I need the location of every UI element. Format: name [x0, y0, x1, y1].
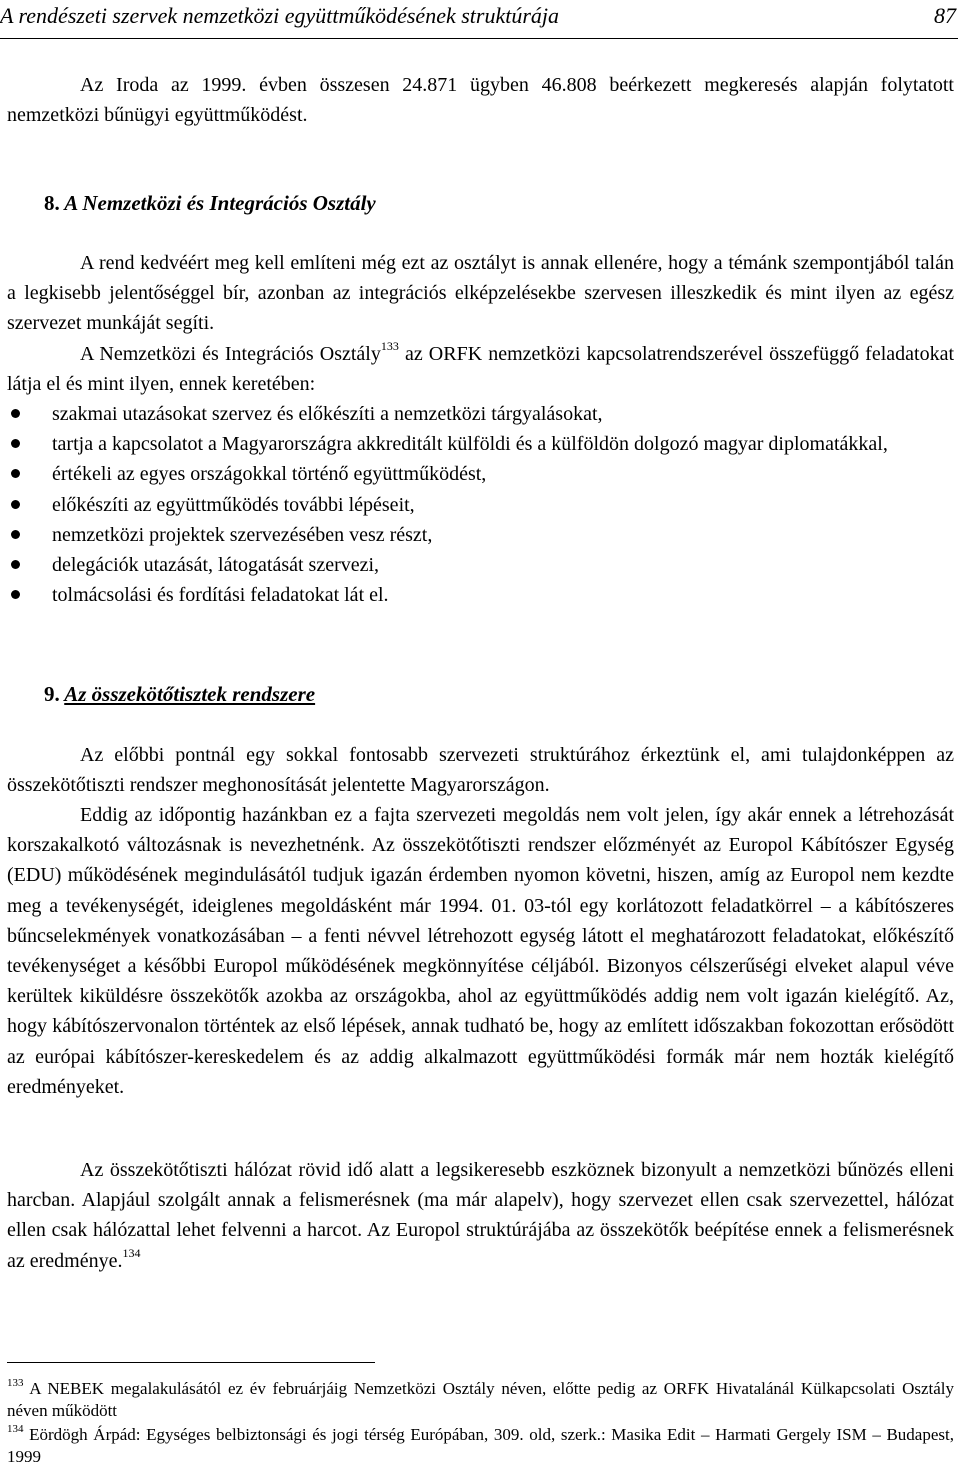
bullet-item: előkészíti az együttműködés további lépéseit,	[7, 490, 954, 520]
section-9-heading	[44, 679, 315, 709]
footnote-text: Eördögh Árpád: Egységes belbiztonsági és jogi térség Európában, 309. old, szerk.: Masika Edit – Harmati Gergely ISM – Budapest, 1999	[7, 1425, 954, 1466]
bullet-dot-icon	[11, 439, 20, 448]
intro-paragraph: Az Iroda az 1999. évben összesen 24.871 ügyben 46.808 beérkezett megkeresés alapján folytatott nemzetközi bűnügyi együttműködést.	[7, 74, 954, 127]
bullet-dot-icon	[11, 500, 20, 509]
bullet-dot-icon	[11, 560, 20, 569]
section-8-paragraph-2-lead: A Nemzetközi és Integrációs Osztály	[80, 343, 381, 365]
section-9-paragraph-3	[7, 1155, 954, 1276]
footnote-number: 133	[7, 1377, 24, 1389]
section-9-paragraph-1: Az előbbi pontnál egy sokkal fontosabb szervezeti struktúrához érkeztünk el, ami tulajdonképpen az összekötőtiszti rendszer meghonosítását jelentette Magyarországon.	[7, 744, 954, 797]
bullet-item: szakmai utazásokat szervez és előkészíti a nemzetközi tárgyalásokat,	[7, 399, 954, 429]
bullet-dot-icon	[11, 530, 20, 539]
bullet-item: delegációk utazását, látogatását szervezi,	[7, 550, 954, 580]
footnote-133	[7, 1378, 954, 1421]
footnote-number: 134	[7, 1423, 24, 1435]
footnote-ref-134[interactable]: 134	[122, 1245, 141, 1260]
page-number: 87	[934, 3, 956, 28]
section-9-paragraph-3-text: Az összekötőtiszti hálózat rövid idő alatt a legsikeresebb eszköznek bizonyult a nemzetközi bűnözés elleni harcban. Alapjául szolgált annak a felismerésnek (ma már alapelv), hogy szervezet ellen csak szervezettel, hálózat ellen csak hálózattal lehet felvenni a harcot. Az Europol struktúrájába az összekötők beépítése ennek a felismerésnek az eredménye.	[7, 1159, 954, 1272]
footnote-text: A NEBEK megalakulásától ez év februárjáig Nemzetközi Osztály néven, előtte pedig az ORFK Hivatalánál Külkapcsolati Osztály néven működött	[7, 1379, 954, 1420]
running-header	[0, 0, 956, 30]
section-9-title: Az összekötőtisztek rendszere	[64, 682, 316, 706]
header-rule	[0, 38, 958, 39]
footnote-134	[7, 1424, 954, 1467]
section-9-paragraph-2: Eddig az időpontig hazánkban ez a fajta szervezeti megoldás nem volt jelen, így akár ennek a létrehozását korszakalkotó változásnak is nevezhetnénk. Az összekötőtiszti rendszer előzményét az Europol Kábítószer Egység (EDU) működésének megindulásától tudjuk igazán érdemben nyomon követni, hiszen, amíg az Europol nem kezdte meg a tevékenységét, ideiglenes megoldásként már 1994. 01. 03-tól egy korlátozott feladatkörrel – a kábítószeres bűncselekmények vonatkozásában – a fenti névvel létrehozott egység látott el meghatározott feladatokat, előkészítő tevékenységet a későbbi Europol működésének megkönnyítése céljából. Bizonyos célszerűségi elveket alapul véve kerültek kiküldésre összekötők azokba az országokba, ahol az együttműködés addig nem volt igazán kielégítő. Az, hogy kábítószervonalon történtek az első lépések, annak tudható be, hogy az említett időszakban fokozottan erősödött az európai kábítószer-kereskedelem és az addig alkalmazott együttműködési formák már nem hozták kielégítő eredményeket.	[7, 804, 954, 1098]
bullet-item: tartja a kapcsolatot a Magyarországra akkreditált külföldi és a külföldön dolgozó magyar diplomatákkal,	[7, 429, 954, 459]
section-8-paragraph-2	[7, 339, 954, 399]
bullet-dot-icon	[11, 469, 20, 478]
section-8-title: A Nemzetközi és Integrációs Osztály	[64, 191, 376, 215]
bullet-dot-icon	[11, 590, 20, 599]
footnote-separator	[7, 1362, 375, 1363]
task-bullet-list	[7, 399, 954, 610]
section-9-number: 9.	[44, 682, 60, 706]
section-8-paragraph-2-rest: az ORFK nemzetközi kapcsolatrendszerével összefüggő feladatokat látja el és mint ilyen, ennek keretében:	[7, 343, 955, 396]
bullet-item: értékeli az egyes országokkal történő együttműködést,	[7, 459, 954, 489]
header-title: A rendészeti szervek nemzetközi együttműködésének struktúrája	[0, 3, 560, 28]
section-8-number: 8.	[44, 191, 60, 215]
section-8-paragraph-1: A rend kedvéért meg kell említeni még ezt az osztályt is annak ellenére, hogy a témánk szempontjából talán a legkisebb jelentőséggel bír, azonban az integrációs elképzelésekbe szervesen illeszkedik és mint ilyen az egész szervezet munkáját segíti.	[7, 252, 954, 335]
bullet-item: nemzetközi projektek szervezésében vesz részt,	[7, 520, 954, 550]
bullet-item: tolmácsolási és fordítási feladatokat lát el.	[7, 580, 954, 610]
section-8-heading	[44, 188, 376, 218]
bullet-dot-icon	[11, 409, 20, 418]
footnote-ref-133[interactable]: 133	[380, 339, 399, 353]
